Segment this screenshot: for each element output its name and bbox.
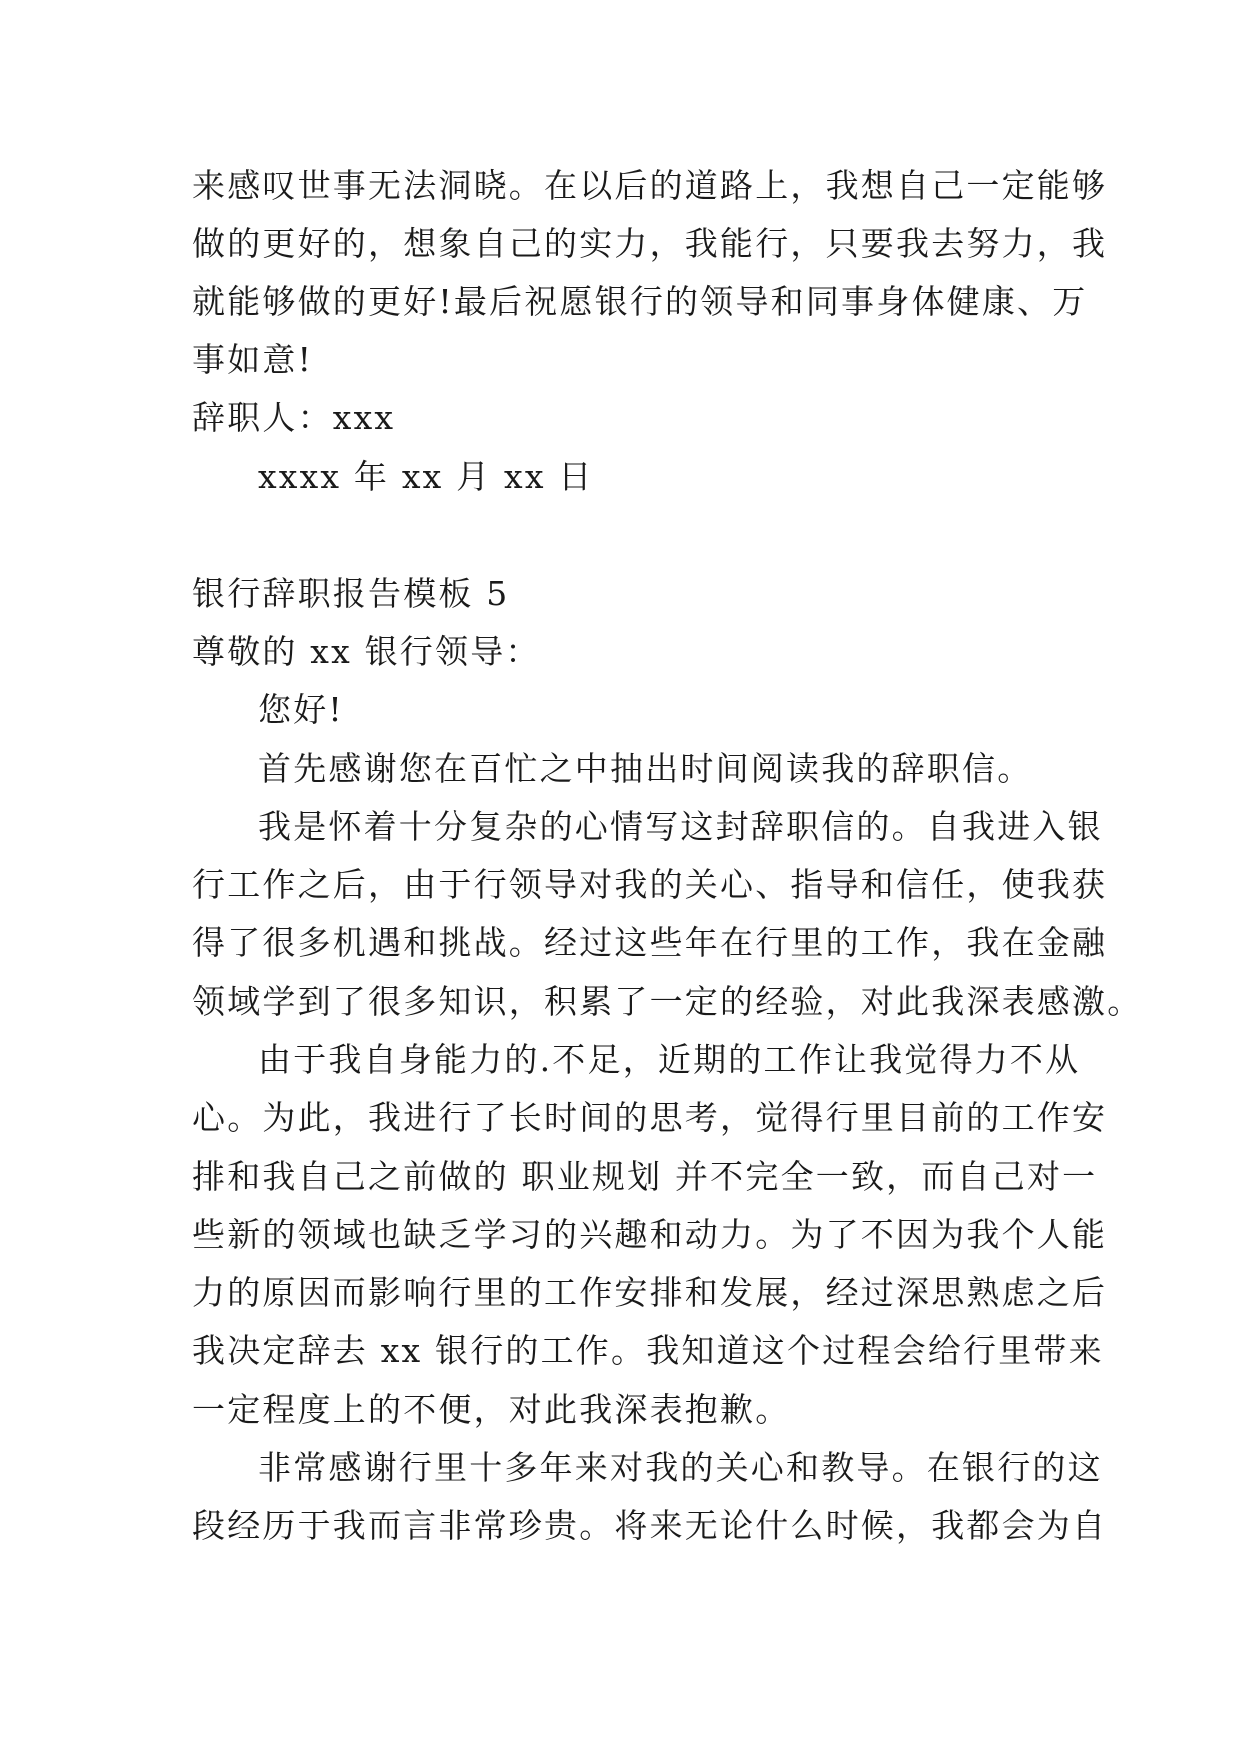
paragraph-line: 力的原因而影响行里的工作安排和发展，经过深思熟虑之后 [192, 1273, 1108, 1312]
text-line: 做的更好的，想象自己的实力，我能行，只要我去努力，我 [192, 224, 1108, 263]
paragraph-line: 心。为此，我进行了长时间的思考，觉得行里目前的工作安 [192, 1098, 1108, 1137]
paragraph-line: 行工作之后，由于行领导对我的关心、指导和信任，使我获 [192, 865, 1108, 904]
paragraph-line: 首先感谢您在百忙之中抽出时间阅读我的辞职信。 [258, 749, 1033, 788]
paragraph-line: 我是怀着十分复杂的心情写这封辞职信的。自我进入银 [258, 807, 1103, 846]
paragraph-line: 由于我自身能力的.不足，近期的工作让我觉得力不从 [258, 1040, 1081, 1079]
paragraph-line: 段经历于我而言非常珍贵。将来无论什么时候，我都会为自 [192, 1506, 1108, 1545]
paragraph-line: 一定程度上的不便，对此我深表抱歉。 [192, 1390, 791, 1429]
paragraph-line: 些新的领域也缺乏学习的兴趣和动力。为了不因为我个人能 [192, 1215, 1108, 1254]
greeting: 您好! [258, 690, 344, 729]
paragraph-line: 非常感谢行里十多年来对我的关心和教导。在银行的这 [258, 1448, 1103, 1487]
text-line: 来感叹世事无法洞晓。在以后的道路上，我想自己一定能够 [192, 166, 1108, 205]
paragraph-line: 领域学到了很多知识，积累了一定的经验，对此我深表感激。 [192, 982, 1143, 1021]
salutation: 尊敬的 xx 银行领导： [192, 632, 541, 671]
signature-line: 辞职人：xxx [192, 398, 396, 437]
section-title: 银行辞职报告模板 5 [192, 574, 510, 613]
paragraph-line: 得了很多机遇和挑战。经过这些年在行里的工作，我在金融 [192, 923, 1108, 962]
date-line: xxxx 年 xx 月 xx 日 [258, 457, 594, 496]
paragraph-line: 我决定辞去 xx 银行的工作。我知道这个过程会给行里带来 [192, 1331, 1104, 1370]
text-line: 事如意! [192, 340, 314, 379]
paragraph-line: 排和我自己之前做的 职业规划 并不完全一致，而自己对一 [192, 1157, 1098, 1196]
text-line: 就能够做的更好!最后祝愿银行的领导和同事身体健康、万 [192, 282, 1088, 321]
